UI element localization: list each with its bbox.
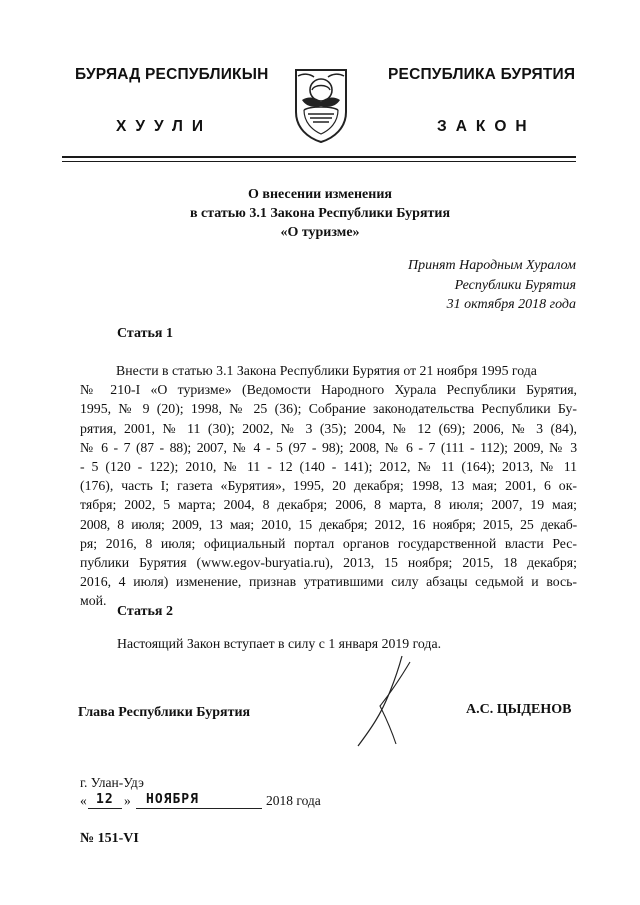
article-2-heading: Статья 2 (117, 604, 173, 619)
date-day-open-quote: « (80, 793, 87, 808)
article-1-line: публики Бурятия (www.egov-buryatia.ru), 2013, 15 ноября; 2015, 18 декабря; (80, 555, 577, 571)
article-1-line: рятия, 2001, № 11 (30); 2002, № 3 (35); 2004, № 12 (69); 2006, № 3 (84), (80, 420, 577, 436)
article-1-line: ря; 2016, 8 июля; официальный портал органов государственной власти Рес- (80, 535, 577, 551)
law-number: № 151-VI (80, 831, 139, 846)
title-line-2: в статью 3.1 Закона Республики Бурятия (189, 206, 451, 221)
title-line-3: «О туризме» (280, 225, 360, 240)
article-1-line: № 6 - 7 (87 - 88); 2007, № 4 - 5 (97 - 98); 2008, № 6 - 7 (111 - 112); 2009, № 3 (80, 439, 577, 455)
signatory-name: А.С. ЦЫДЕНОВ (466, 702, 572, 717)
adoption-line-2: Республики Бурятия (454, 277, 576, 293)
article-1-line: (176), часть I; газета «Бурятия», 1995, 20 декабря; 1998, 13 мая; 2001, 6 ок- (80, 478, 577, 494)
adoption-line-3: 31 октября 2018 года (446, 297, 576, 312)
article-1-line: - 5 (120 - 122); 2010, № 11 - 12 (140 - 141); 2012, № 11 (164); 2013, № 11 (80, 459, 577, 475)
signatory-position: Глава Республики Бурятия (78, 705, 251, 720)
article-1-line: № 210-I «О туризме» (Ведомости Народного Хурала Республики Бурятия, (80, 382, 577, 398)
city: г. Улан-Удэ (80, 775, 144, 790)
signature-mark (350, 652, 420, 752)
article-1-line: Внести в статью 3.1 Закона Республики Бурятия от 21 ноября 1995 года (116, 363, 537, 378)
header-divider-thin (62, 161, 576, 162)
date-day-underline (88, 808, 122, 809)
date-day: 12 (96, 792, 114, 807)
date-month-underline (136, 808, 262, 809)
date-day-close-quote: » (124, 793, 131, 808)
article-1-body (80, 361, 577, 611)
article-1-heading: Статья 1 (117, 326, 173, 341)
header-right-doc-type: ЗАКОН (437, 118, 536, 135)
header-right-title: РЕСПУБЛИКА БУРЯТИЯ (388, 66, 576, 83)
article-1-line: 2008, 8 июля; 2009, 13 мая; 2010, 15 декабря; 2012, 16 ноября; 2015, 25 декаб- (80, 516, 577, 532)
header-left-title: БУРЯАД РЕСПУБЛИКЫН (75, 66, 269, 83)
date-month: НОЯБРЯ (146, 792, 199, 807)
article-1-line: тября; 2002, 5 марта; 2004, 8 декабря; 2006, 8 марта, 8 июля; 2007, 19 мая; (80, 497, 577, 513)
adoption-line-1: Принят Народным Хуралом (407, 258, 576, 273)
article-2-text: Настоящий Закон вступает в силу с 1 января 2019 года. (117, 636, 442, 651)
adoption-note (408, 256, 576, 315)
coat-of-arms-icon (290, 66, 352, 144)
header-divider-thick (62, 156, 576, 158)
title-line-1: О внесении изменения (248, 187, 392, 202)
date-year: 2018 года (266, 793, 321, 808)
law-title (0, 185, 640, 242)
article-1-line: 1995, № 9 (20); 1998, № 25 (36); Собрание законодательства Республики Бу- (80, 401, 577, 417)
article-1-line: мой. (80, 593, 107, 609)
header-left-doc-type: ХУУЛИ (116, 118, 213, 135)
article-1-line: 2016, 4 июля) изменение, признав утратившими силу абзацы седьмой и вось- (80, 574, 577, 590)
